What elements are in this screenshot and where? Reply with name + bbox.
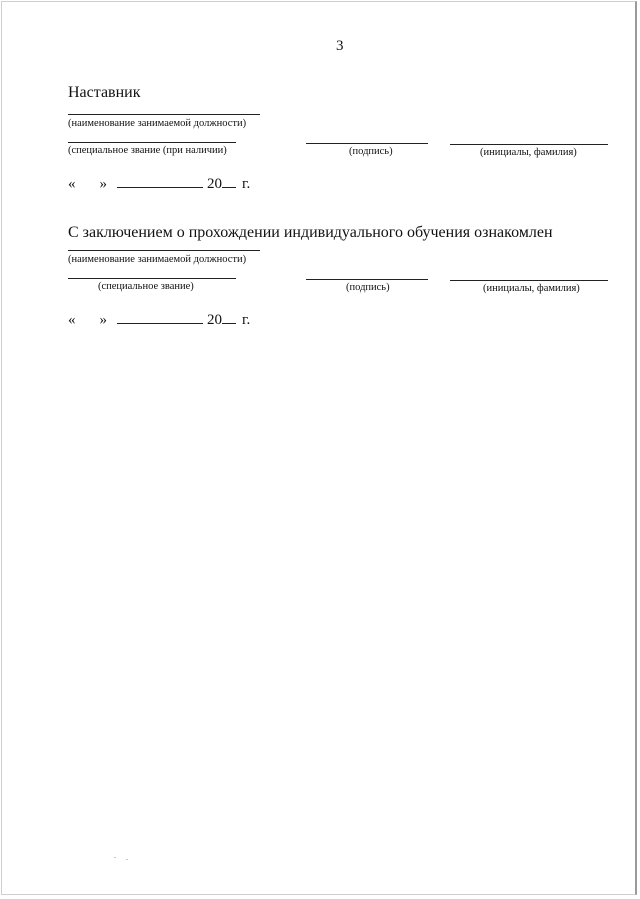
- acknowledgment-heading: С заключением о прохождении индивидуального обучения ознакомлен: [68, 224, 553, 241]
- mentor-signature-line: [306, 143, 428, 144]
- date-open-quote: «: [68, 176, 76, 192]
- mentor-name-line: [450, 144, 608, 145]
- mentor-name-caption: (инициалы, фамилия): [480, 147, 577, 158]
- ack-signature-line: [306, 279, 428, 280]
- mentor-rank-line: [68, 142, 236, 143]
- mentor-position-line: [68, 114, 260, 115]
- document-page: [1, 1, 637, 895]
- ack-name-caption: (инициалы, фамилия): [483, 283, 580, 294]
- date-year-prefix: 20: [207, 176, 222, 192]
- ack-signature-caption: (подпись): [346, 282, 390, 293]
- scan-speck: [114, 857, 116, 858]
- date-year-prefix: 20: [207, 312, 222, 328]
- date-year-blank: [222, 309, 236, 324]
- date-year-blank: [222, 173, 236, 188]
- ack-name-line: [450, 280, 608, 281]
- date-close-quote: »: [99, 312, 107, 328]
- date-close-quote: »: [99, 176, 107, 192]
- mentor-position-caption: (наименование занимаемой должности): [68, 118, 247, 129]
- mentor-rank-caption: (специальное звание (при наличии): [68, 145, 227, 156]
- page-number: 3: [336, 38, 344, 54]
- ack-position-caption: (наименование занимаемой должности): [68, 254, 247, 265]
- ack-rank-caption: (специальное звание): [98, 281, 194, 292]
- scan-speck: [126, 859, 128, 860]
- ack-rank-line: [68, 278, 236, 279]
- date-year-suffix: г.: [242, 176, 251, 192]
- date-month-blank: [117, 173, 203, 188]
- date-month-blank: [117, 309, 203, 324]
- mentor-heading: Наставник: [68, 84, 141, 101]
- ack-date: [68, 309, 250, 329]
- ack-position-line: [68, 250, 260, 251]
- mentor-date: [68, 173, 250, 193]
- date-open-quote: «: [68, 312, 76, 328]
- mentor-signature-caption: (подпись): [349, 146, 393, 157]
- date-year-suffix: г.: [242, 312, 251, 328]
